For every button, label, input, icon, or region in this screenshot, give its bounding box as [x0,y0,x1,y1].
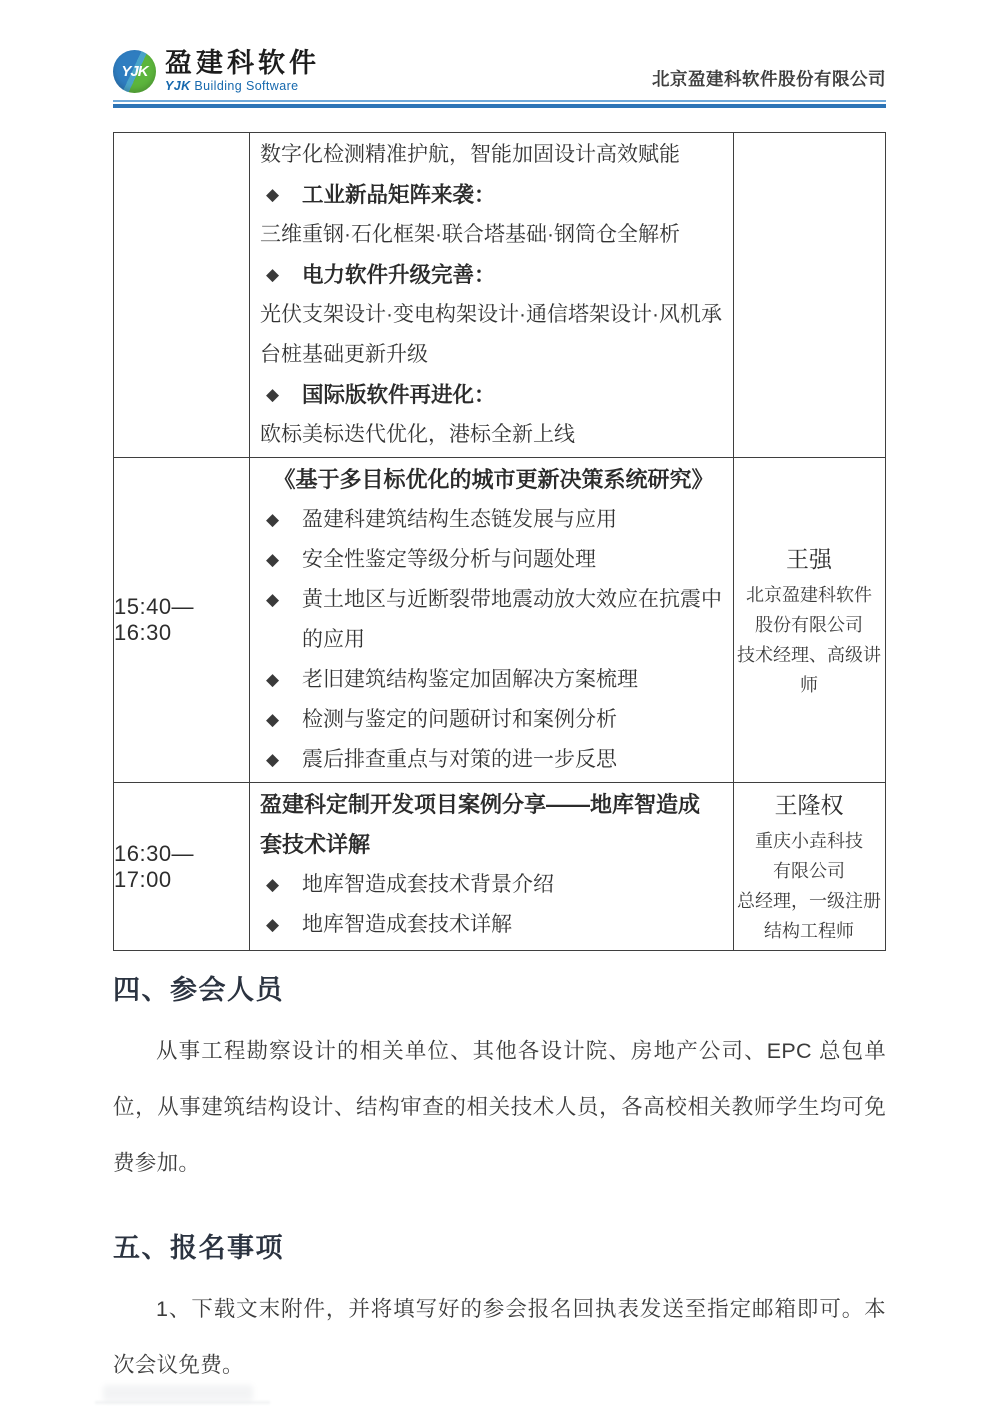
participants-paragraph: 从事工程勘察设计的相关单位、其他各设计院、房地产公司、EPC 总包单位，从事建筑结构设计、结构审查的相关技术人员，各高校相关教师学生均可免费参加。 [113,1039,886,1175]
speaker-org-line: 结构工程师 [764,921,854,941]
content-line: 光伏支架设计·变电构架设计·通信塔架设计·风机承台桩基础更新升级 [260,303,722,366]
content-line-text: 检测与鉴定的问题研讨和案例分析 [302,708,617,731]
content-line-text: 地库智造成套技术背景介绍 [302,873,554,896]
diamond-bullet-icon: ◆ [266,875,280,894]
time-cell: 15:40—16:30 [114,594,195,645]
agenda-table [113,132,886,951]
logo-english-name [165,80,320,93]
content-line: 三维重钢·石化框架·联合塔基础·钢筒仓全解析 [260,223,680,246]
diamond-bullet-icon: ◆ [266,550,280,569]
diamond-bullet-icon: ◆ [266,670,280,689]
session-content-cell [249,458,734,782]
content-line [260,660,727,700]
speaker-cell [734,458,884,782]
table-row [114,133,885,457]
logo-chinese-name: 盈建科软件 [165,48,320,80]
content-line [260,905,727,945]
company-logo [113,50,320,93]
speaker-cell [734,133,884,457]
time-cell [114,133,249,457]
content-line-text: 黄土地区与近断裂带地震动放大效应在抗震中的应用 [302,588,722,651]
speaker-org-line: 技术经理、高级讲 [737,644,881,665]
registration-paragraph: 1、下载文末附件，并将填写好的参会报名回执表发送至指定邮箱即可。本次会议免费。 [113,1297,886,1377]
diamond-bullet-icon: ◆ [266,385,280,404]
speaker-org-line: 有限公司 [773,861,845,881]
content-line [260,700,727,740]
session-content-cell [249,133,734,457]
diamond-bullet-icon: ◆ [266,710,280,729]
diamond-bullet-icon: ◆ [266,590,280,609]
content-line-text: 老旧建筑结构鉴定加固解决方案梳理 [302,668,638,691]
content-line-text: 震后排查重点与对策的进一步反思 [302,748,617,771]
speaker-org-line: 重庆小垚科技 [755,831,863,851]
content-line-text: 电力软件升级完善： [302,263,496,287]
content-line-text: 地库智造成套技术详解 [302,913,512,936]
section-heading-registration: 五、报名事项 [113,1233,284,1263]
page-bleed-ghost-line [95,1401,270,1404]
table-row [114,782,885,950]
session-content-cell [249,783,734,950]
content-line-text: 安全性鉴定等级分析与问题处理 [302,548,596,571]
content-line: 《基于多目标优化的城市更新决策系统研究》 [273,467,714,492]
content-line-text: 工业新品矩阵来袭： [302,183,496,207]
section-heading-participants: 四、参会人员 [113,975,284,1005]
content-line [260,865,727,905]
speaker-org-line: 师 [800,674,818,695]
speaker-cell [734,783,884,950]
content-line-text: 盈建科建筑结构生态链发展与应用 [302,508,617,531]
content-line [260,580,727,660]
page-content [113,132,886,1393]
content-line: 盈建科定制开发项目案例分享——地库智造成套技术详解 [260,792,701,857]
content-line [260,255,727,295]
logo-en-bold: YJK [165,79,191,94]
time-cell: 16:30—17:00 [114,840,195,892]
diamond-bullet-icon: ◆ [266,265,280,284]
page-bleed-ghost [103,1385,253,1401]
logo-en-rest: Building Software [190,79,299,94]
content-line-text: 国际版软件再进化： [302,383,496,407]
diamond-bullet-icon: ◆ [266,750,280,769]
speaker-name: 王强 [786,545,832,572]
content-line: 数字化检测精准护航，智能加固设计高效赋能 [260,143,680,166]
page-header [113,50,886,108]
table-row [114,457,885,782]
company-full-name: 北京盈建科软件股份有限公司 [652,69,886,89]
content-line: 欧标美标迭代优化，港标全新上线 [260,423,575,446]
content-line [260,175,727,215]
content-line [260,540,727,580]
speaker-org-line: 股份有限公司 [755,614,863,635]
content-line [260,740,727,780]
diamond-bullet-icon: ◆ [266,915,280,934]
speaker-name: 王隆权 [774,792,844,818]
content-line [260,500,727,540]
diamond-bullet-icon: ◆ [266,510,280,529]
yjk-logo-icon: YJK [113,50,156,93]
speaker-org-line: 北京盈建科软件 [746,584,872,605]
content-line [260,375,727,415]
header-divider-rule [113,100,886,108]
diamond-bullet-icon: ◆ [266,185,280,204]
speaker-org-line: 总经理，一级注册 [737,891,881,911]
